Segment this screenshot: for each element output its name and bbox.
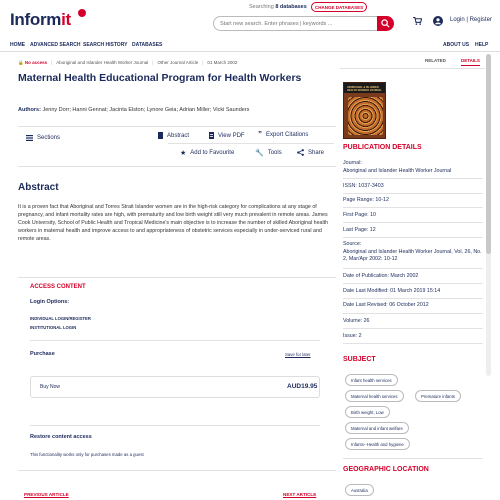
- nav-search-history[interactable]: SEARCH HISTORY: [83, 42, 128, 48]
- divider: [343, 328, 483, 329]
- source-field: [343, 241, 485, 264]
- price-value: AUD19.95: [287, 383, 318, 390]
- sections-button[interactable]: [26, 135, 60, 141]
- cart-icon[interactable]: [413, 17, 422, 25]
- top-header: [0, 0, 500, 40]
- authors-list[interactable]: Jenny Dorr; Hanni Gennat; Jacinta Elston; Lynore Geia; Adrian Miller; Vicki Saunders: [42, 107, 250, 113]
- tools-label: Tools: [267, 150, 282, 156]
- tools-button[interactable]: [255, 149, 282, 157]
- divider: [343, 268, 483, 269]
- abstract-button[interactable]: [158, 132, 189, 139]
- journal-field: [343, 160, 485, 175]
- divider: [343, 283, 483, 284]
- subject-heading: SUBJECT: [343, 356, 376, 363]
- logo-text: Inform: [10, 10, 62, 29]
- sidebar-scrollbar-thumb[interactable]: [486, 54, 491, 254]
- pdf-icon: [209, 132, 214, 139]
- buy-now-label[interactable]: Buy Now: [40, 384, 61, 390]
- save-for-later-link[interactable]: Save for later: [285, 352, 311, 357]
- divider: [18, 126, 336, 127]
- logo-dot-icon: [78, 9, 86, 17]
- issue-field: Issue: 2: [343, 333, 362, 339]
- export-citations-button[interactable]: [258, 132, 308, 138]
- databases-count: 8 databases: [275, 4, 307, 10]
- divider: [343, 343, 483, 344]
- next-article-link[interactable]: NEXT ARTICLE: [283, 492, 317, 497]
- date-of-publication-field: Date of Publication: March 2002: [343, 273, 419, 279]
- institutional-login-link[interactable]: INSTITUTIONAL LOGIN: [30, 325, 77, 330]
- user-icon[interactable]: [433, 16, 443, 26]
- share-icon: [297, 149, 304, 156]
- authors-line: [18, 107, 249, 113]
- purchase-heading: Purchase: [30, 351, 55, 357]
- divider: [343, 193, 483, 194]
- share-label: Share: [308, 149, 325, 156]
- logo-accent-text: it: [61, 10, 71, 29]
- geographic-tag[interactable]: Australia: [345, 484, 374, 496]
- divider: [343, 178, 483, 179]
- subject-tag[interactable]: Premature infants: [415, 390, 461, 402]
- tab-related[interactable]: RELATED: [425, 58, 446, 63]
- change-databases-button[interactable]: CHANGE DATABASES: [311, 2, 367, 12]
- abstract-heading: Abstract: [18, 182, 59, 193]
- nav-help[interactable]: HELP: [475, 42, 489, 48]
- divider: [343, 313, 483, 314]
- previous-article-link[interactable]: PREVIOUS ARTICLE: [24, 492, 69, 497]
- access-content-heading: ACCESS CONTENT: [30, 284, 86, 290]
- divider: [343, 237, 483, 238]
- login-register-link[interactable]: Login | Register: [450, 17, 492, 23]
- divider: [18, 166, 336, 167]
- individual-login-link[interactable]: INDIVIDUAL LOGIN/REGISTER: [30, 316, 91, 321]
- subject-tag[interactable]: Maternal health services: [345, 390, 404, 402]
- first-page-field: First Page: 10: [343, 212, 376, 218]
- geographic-location-heading: GEOGRAPHIC LOCATION: [343, 466, 429, 473]
- journal-label: Journal:: [343, 160, 362, 166]
- view-pdf-label: View PDF: [218, 132, 245, 139]
- abstract-label: Abstract: [167, 132, 190, 139]
- abstract-text: It is a proven fact that Aboriginal and Torres Strait Islander women are in the high-risk category for complications at any stage of pregnancy, and infant mortality rates are high, with prematurity and low birth weight still very much prevalent in remote areas. James Cook University, School of Public Health and Tropical Medicine's main objective is to increase the number of skilled Aboriginal health workers in maternal health and improve access to and appropriateness of obstetric services especially in under-serviced rural and remote areas.: [18, 204, 329, 242]
- share-button[interactable]: [297, 149, 324, 156]
- export-citations-label: Export Citations: [266, 132, 309, 138]
- breadcrumb-journal[interactable]: Aboriginal and Islander Health Worker Journal: [56, 60, 149, 65]
- wrench-icon: 🔧: [255, 150, 264, 157]
- subject-tag[interactable]: Infants--Health and hygiene: [345, 438, 410, 450]
- divider: [343, 222, 483, 223]
- add-to-favourite-button[interactable]: [180, 149, 234, 157]
- main-nav: [0, 38, 500, 52]
- sections-label: Sections: [37, 135, 61, 141]
- searching-prefix: Searching: [249, 4, 274, 10]
- issn-field: ISSN: 1037-3403: [343, 183, 384, 189]
- tab-details[interactable]: DETAILS: [461, 58, 480, 66]
- no-access-badge: 🔒 No access: [18, 60, 48, 65]
- divider: [30, 425, 320, 426]
- star-icon: ★: [180, 150, 187, 157]
- source-label: Source:: [343, 241, 362, 247]
- last-page-field: Last Page: 12: [343, 227, 376, 233]
- nav-about-us[interactable]: ABOUT US: [443, 42, 470, 48]
- journal-cover-image: [343, 82, 386, 139]
- document-icon: [158, 132, 163, 139]
- breadcrumb-date: 01 March 2002: [207, 60, 238, 65]
- subject-tag[interactable]: Maternal and infant welfare: [345, 422, 409, 434]
- article-title: Maternal Health Educational Program for Health Workers: [18, 72, 302, 84]
- informit-logo[interactable]: [10, 10, 71, 30]
- login-options-heading: Login Options:: [30, 299, 70, 305]
- search-icon: [381, 19, 390, 28]
- search-button[interactable]: [377, 16, 394, 31]
- journal-value[interactable]: Aboriginal and Islander Health Worker Journal: [343, 167, 452, 174]
- divider: [340, 68, 485, 69]
- buy-now-row[interactable]: [30, 376, 320, 398]
- quote-icon: ”: [258, 130, 262, 139]
- list-icon: [26, 135, 33, 141]
- restore-access-heading[interactable]: Restore content access: [30, 434, 92, 440]
- date-last-revised-field: Date Last Revised: 06 October 2012: [343, 302, 429, 308]
- nav-home[interactable]: HOME: [10, 42, 25, 48]
- breadcrumb-type: Other Journal Article: [157, 60, 199, 65]
- subject-tag[interactable]: Birth weight, Low: [345, 406, 390, 418]
- no-access-label: No access: [24, 60, 48, 65]
- authors-label: Authors:: [18, 107, 41, 113]
- volume-field: Volume: 26: [343, 318, 370, 324]
- date-last-modified-field: Date Last Modified: 01 March 2019 15:14: [343, 288, 441, 294]
- add-to-favourite-label: Add to Favourite: [190, 150, 235, 156]
- divider: [343, 298, 483, 299]
- divider: [343, 458, 483, 459]
- restore-access-note: This functionality works only for purchases made as a guest: [30, 452, 144, 457]
- view-pdf-button[interactable]: [209, 132, 245, 139]
- cover-artwork: [348, 97, 383, 135]
- breadcrumb: 🔒 No access | Aboriginal and Islander Health Worker Journal | Other Journal Article | 01 March 2002: [18, 60, 238, 65]
- divider: [168, 143, 334, 144]
- publication-details-heading: PUBLICATION DETAILS: [343, 144, 422, 151]
- divider: [30, 340, 320, 341]
- nav-databases[interactable]: DATABASES: [132, 42, 163, 48]
- source-value: Aboriginal and Islander Health Worker Journal, Vol. 26, No. 2, Mar/Apr 2002: 10-12: [343, 248, 482, 262]
- cover-title: ABORIGINAL & ISLANDER HEALTH WORKER JOURNAL: [347, 86, 382, 92]
- searching-databases-label: [249, 4, 307, 10]
- nav-advanced-search[interactable]: ADVANCED SEARCH: [30, 42, 81, 48]
- search-input[interactable]: [213, 16, 377, 31]
- subject-tag[interactable]: Infant health services: [345, 374, 398, 386]
- divider: [18, 470, 336, 471]
- page-range-field: Page Range: 10-12: [343, 197, 389, 203]
- divider: [343, 207, 483, 208]
